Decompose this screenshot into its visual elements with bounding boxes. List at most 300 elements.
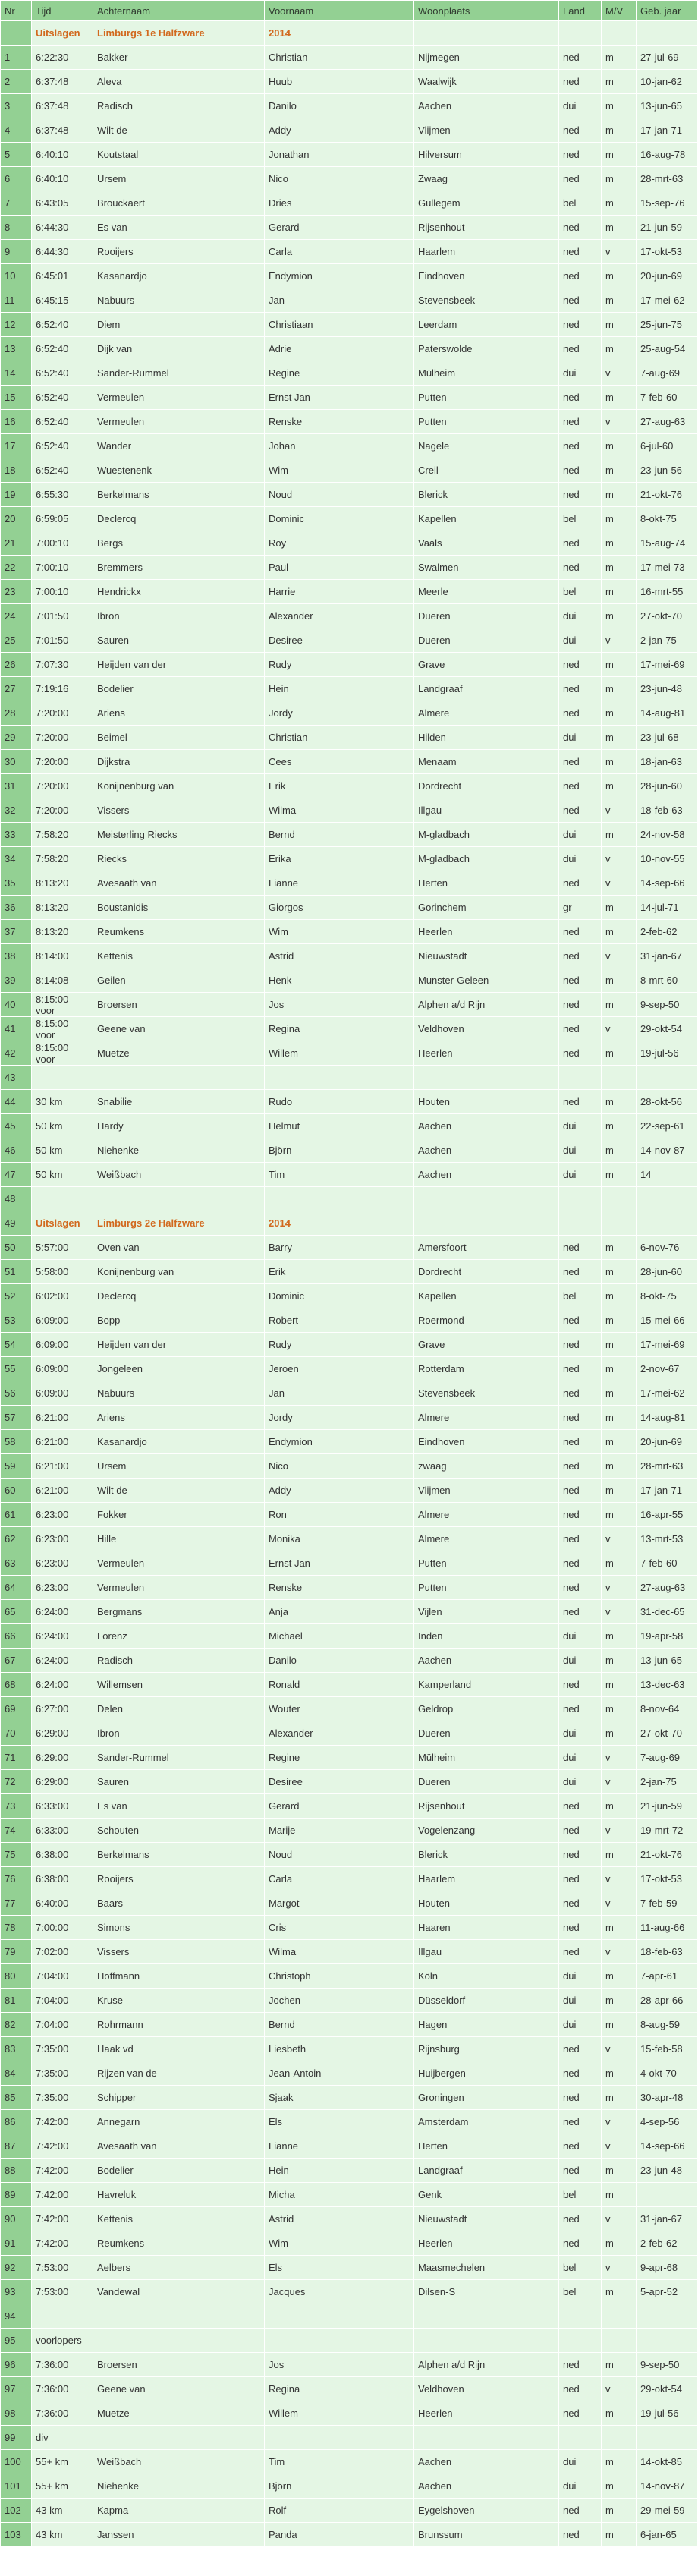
cell-geb-jaar: 23-jun-48 <box>637 2159 697 2182</box>
cell-woonplaats: Houten <box>414 1090 558 1113</box>
cell-achternaam: Rijzen van de <box>93 2061 264 2085</box>
cell-achternaam: Schouten <box>93 1819 264 1842</box>
cell-tijd: 6:45:15 <box>32 288 93 312</box>
table-row <box>1 167 697 191</box>
cell-mv: v <box>602 2207 636 2231</box>
cell-land <box>559 21 601 45</box>
cell-voornaam: Jan <box>265 1381 413 1405</box>
cell-geb-jaar: 28-jun-60 <box>637 1260 697 1283</box>
cell-nr: 69 <box>1 1697 31 1721</box>
cell-achternaam: Vissers <box>93 1940 264 1963</box>
cell-woonplaats: Haarlem <box>414 1867 558 1891</box>
cell-woonplaats: Dueren <box>414 1721 558 1745</box>
cell-woonplaats: Veldhoven <box>414 2377 558 2401</box>
cell-woonplaats: Rijsenhout <box>414 216 558 239</box>
cell-achternaam: Konijnenburg van <box>93 1260 264 1283</box>
cell-tijd: 6:37:48 <box>32 94 93 118</box>
cell-nr: 85 <box>1 2086 31 2109</box>
cell-achternaam: Vermeulen <box>93 410 264 433</box>
cell-voornaam <box>265 2426 413 2449</box>
cell-land: ned <box>559 240 601 263</box>
cell-woonplaats: Dordrecht <box>414 1260 558 1283</box>
cell-geb-jaar: 8-aug-59 <box>637 2013 697 2036</box>
table-row <box>1 847 697 871</box>
cell-woonplaats: Rijsenhout <box>414 1794 558 1818</box>
table-row <box>1 1357 697 1381</box>
cell-mv: m <box>602 2086 636 2109</box>
cell-voornaam: Erik <box>265 1260 413 1283</box>
cell-mv: m <box>602 1454 636 1478</box>
cell-nr: 40 <box>1 993 31 1016</box>
cell-nr: 30 <box>1 750 31 773</box>
cell-voornaam: Jos <box>265 2353 413 2376</box>
cell-land: ned <box>559 70 601 93</box>
cell-mv: m <box>602 726 636 749</box>
cell-land: bel <box>559 507 601 531</box>
cell-mv: v <box>602 2377 636 2401</box>
cell-mv: m <box>602 1260 636 1283</box>
cell-nr: 100 <box>1 2450 31 2474</box>
cell-nr: 58 <box>1 1430 31 1453</box>
cell-tijd: 6:45:01 <box>32 264 93 288</box>
header-voornaam: Voornaam <box>265 1 413 20</box>
cell-land: ned <box>559 1308 601 1332</box>
cell-mv <box>602 1187 636 1211</box>
cell-nr: 73 <box>1 1794 31 1818</box>
cell-land: ned <box>559 1527 601 1551</box>
cell-geb-jaar: 14-nov-87 <box>637 2474 697 2498</box>
cell-achternaam <box>93 2304 264 2328</box>
cell-woonplaats: Amersfoort <box>414 1236 558 1259</box>
cell-achternaam: Lorenz <box>93 1624 264 1648</box>
cell-woonplaats: Aachen <box>414 1138 558 1162</box>
cell-geb-jaar: 17-jan-71 <box>637 1479 697 1502</box>
cell-nr: 2 <box>1 70 31 93</box>
cell-tijd: 50 km <box>32 1138 93 1162</box>
cell-land: ned <box>559 1673 601 1696</box>
cell-tijd: 6:24:00 <box>32 1673 93 1696</box>
table-row <box>1 1454 697 1478</box>
cell-nr: 44 <box>1 1090 31 1113</box>
cell-mv: v <box>602 1017 636 1041</box>
cell-achternaam: Vissers <box>93 798 264 822</box>
cell-achternaam: Havreluk <box>93 2183 264 2206</box>
cell-geb-jaar: 27-aug-63 <box>637 410 697 433</box>
cell-woonplaats: Landgraaf <box>414 2159 558 2182</box>
cell-woonplaats: Houten <box>414 1891 558 1915</box>
cell-woonplaats: Meerle <box>414 580 558 603</box>
cell-woonplaats: Amsterdam <box>414 2110 558 2134</box>
cell-voornaam: Noud <box>265 1843 413 1866</box>
cell-nr: 86 <box>1 2110 31 2134</box>
cell-mv: m <box>602 483 636 506</box>
cell-achternaam: Reumkens <box>93 2231 264 2255</box>
cell-tijd: 6:37:48 <box>32 118 93 142</box>
cell-nr: 72 <box>1 1770 31 1793</box>
table-row <box>1 1187 697 1211</box>
cell-woonplaats: Haarlem <box>414 240 558 263</box>
cell-mv: m <box>602 118 636 142</box>
cell-land: ned <box>559 1236 601 1259</box>
cell-voornaam: Wim <box>265 920 413 943</box>
cell-geb-jaar: 6-jan-65 <box>637 2523 697 2546</box>
cell-tijd: 8:15:00 voor <box>32 993 93 1016</box>
cell-nr: 28 <box>1 701 31 725</box>
cell-nr: 90 <box>1 2207 31 2231</box>
cell-mv: m <box>602 434 636 458</box>
cell-woonplaats: Aachen <box>414 1114 558 1138</box>
cell-tijd: 6:09:00 <box>32 1333 93 1356</box>
cell-voornaam: Harrie <box>265 580 413 603</box>
cell-mv <box>602 1211 636 1235</box>
cell-woonplaats: Putten <box>414 1576 558 1599</box>
table-row <box>1 216 697 239</box>
cell-achternaam: Wilt de <box>93 1479 264 1502</box>
cell-geb-jaar: 13-jun-65 <box>637 1649 697 1672</box>
cell-land: ned <box>559 2061 601 2085</box>
cell-voornaam: Wim <box>265 458 413 482</box>
cell-achternaam: Declercq <box>93 1284 264 1308</box>
cell-tijd: 6:23:00 <box>32 1576 93 1599</box>
cell-geb-jaar: 2-feb-62 <box>637 2231 697 2255</box>
cell-land: dui <box>559 1746 601 1769</box>
cell-voornaam: Endymion <box>265 1430 413 1453</box>
cell-tijd: 5:58:00 <box>32 1260 93 1283</box>
table-row <box>1 1114 697 1138</box>
cell-voornaam: Roy <box>265 531 413 555</box>
cell-mv: m <box>602 1916 636 1939</box>
cell-achternaam: Fokker <box>93 1503 264 1526</box>
cell-geb-jaar: 17-mei-62 <box>637 288 697 312</box>
cell-voornaam: Monika <box>265 1527 413 1551</box>
cell-mv: m <box>602 2061 636 2085</box>
table-row <box>1 191 697 215</box>
cell-woonplaats: Blerick <box>414 1843 558 1866</box>
cell-geb-jaar: 17-mei-73 <box>637 556 697 579</box>
cell-nr: 3 <box>1 94 31 118</box>
cell-nr: 80 <box>1 1964 31 1988</box>
cell-land: dui <box>559 1163 601 1186</box>
table-row <box>1 1819 697 1842</box>
cell-tijd: 6:44:30 <box>32 216 93 239</box>
cell-tijd: 7:20:00 <box>32 726 93 749</box>
cell-voornaam: Cris <box>265 1916 413 1939</box>
cell-achternaam: Diem <box>93 313 264 336</box>
cell-land: ned <box>559 1940 601 1963</box>
cell-mv: m <box>602 386 636 409</box>
cell-mv: m <box>602 531 636 555</box>
cell-woonplaats: Inden <box>414 1624 558 1648</box>
table-row <box>1 1041 697 1065</box>
cell-nr: 45 <box>1 1114 31 1138</box>
cell-geb-jaar: 20-jun-69 <box>637 264 697 288</box>
cell-mv: v <box>602 2037 636 2061</box>
cell-voornaam: Danilo <box>265 1649 413 1672</box>
cell-nr: 89 <box>1 2183 31 2206</box>
cell-tijd: 5:57:00 <box>32 1236 93 1259</box>
cell-voornaam: Jos <box>265 993 413 1016</box>
cell-nr: 11 <box>1 288 31 312</box>
cell-woonplaats: Hilden <box>414 726 558 749</box>
table-row <box>1 1284 697 1308</box>
cell-tijd: 6:52:40 <box>32 386 93 409</box>
cell-woonplaats: Putten <box>414 1551 558 1575</box>
cell-woonplaats <box>414 1187 558 1211</box>
cell-voornaam: Micha <box>265 2183 413 2206</box>
table-row <box>1 1697 697 1721</box>
cell-achternaam: Ibron <box>93 604 264 628</box>
cell-geb-jaar <box>637 1211 697 1235</box>
cell-woonplaats: Almere <box>414 1406 558 1429</box>
cell-land: ned <box>559 216 601 239</box>
cell-woonplaats: Alphen a/d Rijn <box>414 2353 558 2376</box>
cell-achternaam: Geene van <box>93 2377 264 2401</box>
cell-voornaam: Paul <box>265 556 413 579</box>
cell-geb-jaar: 17-jan-71 <box>637 118 697 142</box>
table-row <box>1 1017 697 1041</box>
cell-voornaam: Ernst Jan <box>265 386 413 409</box>
table-row <box>1 2110 697 2134</box>
table-row <box>1 1551 697 1575</box>
cell-voornaam: Christiaan <box>265 313 413 336</box>
cell-geb-jaar: 7-feb-59 <box>637 1891 697 1915</box>
cell-woonplaats: Almere <box>414 1503 558 1526</box>
table-row <box>1 1090 697 1113</box>
cell-woonplaats: Leerdam <box>414 313 558 336</box>
cell-tijd: 6:29:00 <box>32 1746 93 1769</box>
cell-land: bel <box>559 580 601 603</box>
cell-voornaam: Astrid <box>265 2207 413 2231</box>
cell-geb-jaar: 7-feb-60 <box>637 1551 697 1575</box>
header-achternaam: Achternaam <box>93 1 264 20</box>
cell-voornaam: Desiree <box>265 628 413 652</box>
cell-nr: 33 <box>1 823 31 846</box>
table-row <box>1 993 697 1016</box>
cell-land: ned <box>559 143 601 166</box>
cell-mv: m <box>602 701 636 725</box>
table-row <box>1 1406 697 1429</box>
cell-mv: m <box>602 2013 636 2036</box>
cell-nr: 67 <box>1 1649 31 1672</box>
cell-voornaam: Wouter <box>265 1697 413 1721</box>
cell-woonplaats: Nieuwstadt <box>414 2207 558 2231</box>
cell-tijd: 7:42:00 <box>32 2207 93 2231</box>
cell-geb-jaar: 28-mrt-63 <box>637 167 697 191</box>
cell-mv: m <box>602 896 636 919</box>
cell-woonplaats: Genk <box>414 2183 558 2206</box>
cell-mv: v <box>602 1940 636 1963</box>
cell-nr: 101 <box>1 2474 31 2498</box>
cell-voornaam: Cees <box>265 750 413 773</box>
cell-voornaam: Rudy <box>265 653 413 676</box>
cell-mv: m <box>602 458 636 482</box>
cell-woonplaats: Veldhoven <box>414 1017 558 1041</box>
cell-mv: m <box>602 2231 636 2255</box>
cell-voornaam: Desiree <box>265 1770 413 1793</box>
cell-tijd: 6:52:40 <box>32 361 93 385</box>
cell-land: dui <box>559 1989 601 2012</box>
cell-geb-jaar: 14-aug-81 <box>637 1406 697 1429</box>
cell-mv: m <box>602 216 636 239</box>
cell-woonplaats: Dueren <box>414 1770 558 1793</box>
cell-voornaam: Hein <box>265 677 413 701</box>
cell-nr: 7 <box>1 191 31 215</box>
table-row <box>1 70 697 93</box>
cell-nr: 63 <box>1 1551 31 1575</box>
cell-land: ned <box>559 1406 601 1429</box>
cell-nr: 56 <box>1 1381 31 1405</box>
cell-geb-jaar: 9-sep-50 <box>637 2353 697 2376</box>
cell-mv: m <box>602 1041 636 1065</box>
cell-geb-jaar: 13-jun-65 <box>637 94 697 118</box>
cell-voornaam: Panda <box>265 2523 413 2546</box>
cell-geb-jaar: 21-okt-76 <box>637 1843 697 1866</box>
cell-mv: m <box>602 968 636 992</box>
cell-nr: 17 <box>1 434 31 458</box>
cell-land: ned <box>559 677 601 701</box>
table-row <box>1 1916 697 1939</box>
cell-nr: 5 <box>1 143 31 166</box>
cell-land: ned <box>559 118 601 142</box>
cell-nr: 14 <box>1 361 31 385</box>
cell-woonplaats: Huijbergen <box>414 2061 558 2085</box>
cell-woonplaats <box>414 2329 558 2352</box>
cell-land: ned <box>559 434 601 458</box>
cell-woonplaats: Rotterdam <box>414 1357 558 1381</box>
cell-voornaam: Christian <box>265 726 413 749</box>
cell-geb-jaar: 2-nov-67 <box>637 1357 697 1381</box>
cell-woonplaats: Putten <box>414 410 558 433</box>
cell-achternaam: Oven van <box>93 1236 264 1259</box>
cell-geb-jaar: 13-dec-63 <box>637 1673 697 1696</box>
cell-woonplaats: Heerlen <box>414 2401 558 2425</box>
cell-mv: m <box>602 1794 636 1818</box>
table-row <box>1 2013 697 2036</box>
cell-nr: 93 <box>1 2280 31 2304</box>
cell-woonplaats: Mülheim <box>414 1746 558 1769</box>
cell-land <box>559 2426 601 2449</box>
cell-voornaam: Dries <box>265 191 413 215</box>
cell-tijd: 6:21:00 <box>32 1454 93 1478</box>
cell-land: dui <box>559 1721 601 1745</box>
cell-achternaam: Nabuurs <box>93 1381 264 1405</box>
cell-tijd: 7:36:00 <box>32 2377 93 2401</box>
cell-geb-jaar: 19-jul-56 <box>637 1041 697 1065</box>
cell-nr: 94 <box>1 2304 31 2328</box>
table-row <box>1 507 697 531</box>
cell-nr: 15 <box>1 386 31 409</box>
cell-land: dui <box>559 1138 601 1162</box>
cell-geb-jaar: 2-jan-75 <box>637 628 697 652</box>
cell-voornaam: Marije <box>265 1819 413 1842</box>
cell-achternaam: Vermeulen <box>93 1551 264 1575</box>
cell-woonplaats: Almere <box>414 701 558 725</box>
cell-mv: v <box>602 2110 636 2134</box>
cell-mv: m <box>602 46 636 69</box>
cell-geb-jaar: 10-nov-55 <box>637 847 697 871</box>
cell-mv <box>602 2426 636 2449</box>
cell-voornaam: Jonathan <box>265 143 413 166</box>
cell-achternaam: Ibron <box>93 1721 264 1745</box>
table-row <box>1 750 697 773</box>
cell-voornaam: Regina <box>265 1017 413 1041</box>
table-row <box>1 46 697 69</box>
header-geb-jaar: Geb. jaar <box>637 1 697 20</box>
cell-tijd: 6:24:00 <box>32 1624 93 1648</box>
table-row <box>1 1527 697 1551</box>
cell-mv: m <box>602 1163 636 1186</box>
cell-tijd: Uitslagen <box>32 21 93 45</box>
cell-nr: 27 <box>1 677 31 701</box>
cell-woonplaats: Herten <box>414 2134 558 2158</box>
cell-nr: 96 <box>1 2353 31 2376</box>
cell-voornaam <box>265 2329 413 2352</box>
cell-nr: 92 <box>1 2256 31 2279</box>
cell-achternaam: Broersen <box>93 2353 264 2376</box>
cell-voornaam: Dominic <box>265 507 413 531</box>
cell-woonplaats: Kapellen <box>414 507 558 531</box>
cell-tijd: 7:02:00 <box>32 1940 93 1963</box>
cell-mv: m <box>602 774 636 798</box>
cell-tijd: 7:35:00 <box>32 2061 93 2085</box>
table-row <box>1 1308 697 1332</box>
cell-voornaam: Helmut <box>265 1114 413 1138</box>
cell-geb-jaar: 27-jul-69 <box>637 46 697 69</box>
cell-voornaam: Jean-Antoin <box>265 2061 413 2085</box>
cell-mv: m <box>602 337 636 361</box>
cell-mv: m <box>602 1843 636 1866</box>
cell-geb-jaar: 14 <box>637 1163 697 1186</box>
table-row <box>1 726 697 749</box>
cell-mv: m <box>602 1284 636 1308</box>
cell-land: ned <box>559 483 601 506</box>
cell-woonplaats: Dueren <box>414 628 558 652</box>
cell-voornaam: Nico <box>265 167 413 191</box>
cell-mv: m <box>602 1624 636 1648</box>
cell-mv: m <box>602 1333 636 1356</box>
cell-mv: v <box>602 410 636 433</box>
cell-tijd: 7:53:00 <box>32 2256 93 2279</box>
cell-achternaam: Radisch <box>93 94 264 118</box>
cell-voornaam: Noud <box>265 483 413 506</box>
cell-voornaam: Danilo <box>265 94 413 118</box>
cell-tijd: 8:13:20 <box>32 920 93 943</box>
cell-geb-jaar: 22-sep-61 <box>637 1114 697 1138</box>
cell-tijd: 6:38:00 <box>32 1867 93 1891</box>
cell-voornaam: Alexander <box>265 1721 413 1745</box>
cell-tijd: 8:15:00 voor <box>32 1041 93 1065</box>
cell-tijd: 7:04:00 <box>32 1989 93 2012</box>
cell-land: ned <box>559 458 601 482</box>
table-row <box>1 288 697 312</box>
table-row <box>1 2086 697 2109</box>
cell-voornaam: Tim <box>265 2450 413 2474</box>
cell-geb-jaar: 8-mrt-60 <box>637 968 697 992</box>
cell-voornaam: Regine <box>265 361 413 385</box>
cell-nr: 71 <box>1 1746 31 1769</box>
cell-tijd: 7:36:00 <box>32 2401 93 2425</box>
cell-mv: m <box>602 1430 636 1453</box>
cell-woonplaats: Stevensbeek <box>414 288 558 312</box>
cell-land: ned <box>559 46 601 69</box>
cell-land: bel <box>559 2183 601 2206</box>
cell-geb-jaar: 7-apr-61 <box>637 1964 697 1988</box>
cell-tijd: 6:37:48 <box>32 70 93 93</box>
cell-achternaam: Haak vd <box>93 2037 264 2061</box>
table-row <box>1 556 697 579</box>
cell-woonplaats: Illgau <box>414 1940 558 1963</box>
cell-voornaam: Jordy <box>265 1406 413 1429</box>
